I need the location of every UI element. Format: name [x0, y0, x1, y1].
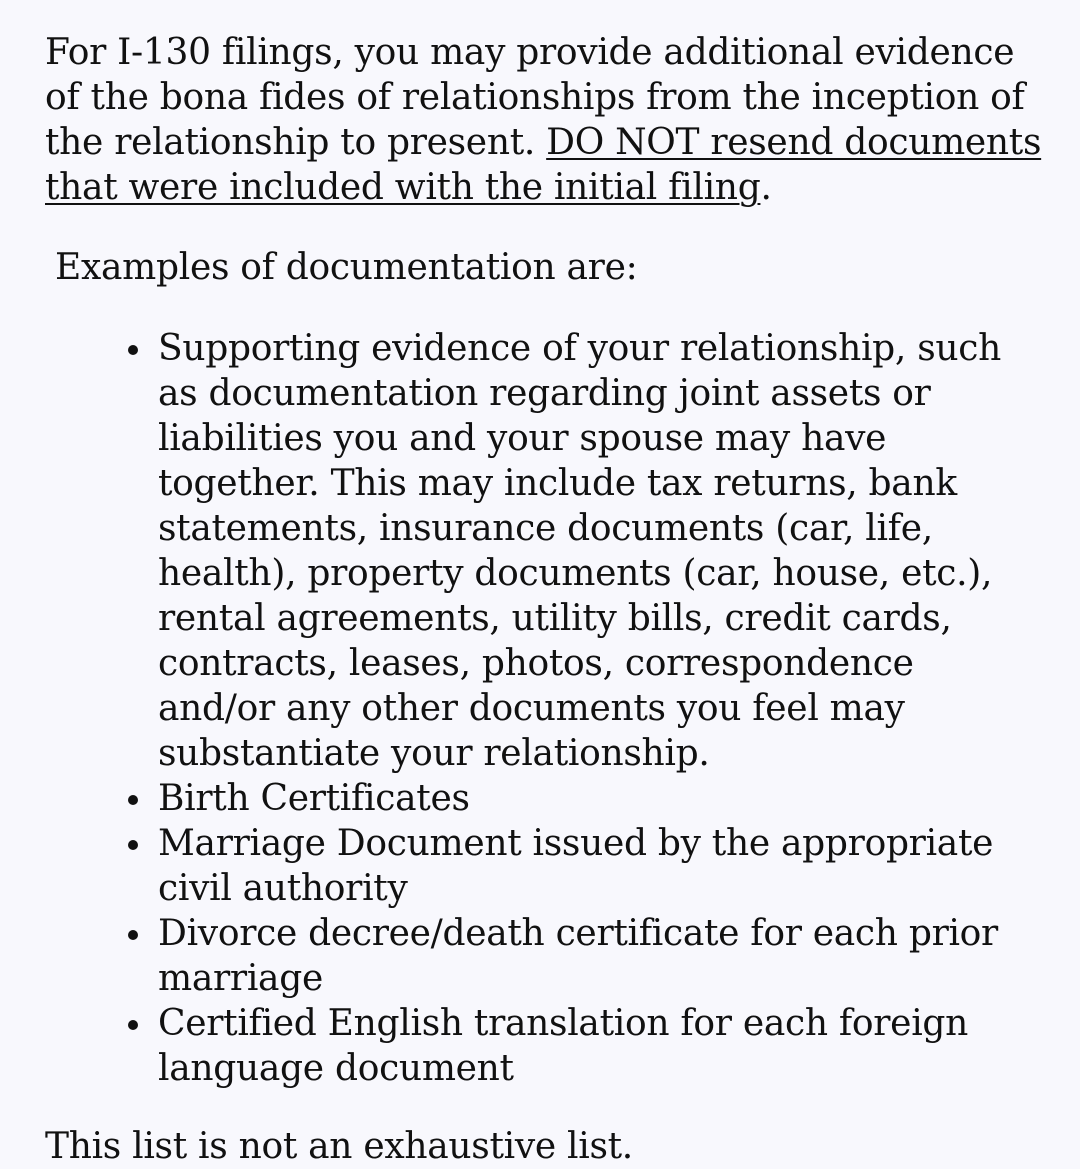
- intro-text: For I-130 filings, you may provide additional evidence of the bona fides of relationships from the inception of the relationship to present.: [45, 32, 1025, 163]
- list-item: [158, 821, 1038, 911]
- bullet-icon: [128, 930, 138, 940]
- list-item-text: Certified English translation for each foreign language document: [158, 1003, 969, 1089]
- bullet-icon: [128, 840, 138, 850]
- footer-note: This list is not an exhaustive list.: [45, 1126, 633, 1167]
- list-item-text: Divorce decree/death certificate for each prior marriage: [158, 913, 998, 999]
- list-item: [158, 776, 1038, 821]
- list-item: [158, 911, 1038, 1001]
- documentation-list: [158, 326, 1038, 1091]
- list-item: [158, 326, 1038, 776]
- intro-period: .: [760, 167, 772, 208]
- do-not-resend-notice: DO NOT resend documents that were included with the initial filing: [45, 122, 1042, 208]
- list-item-text: Birth Certificates: [158, 778, 470, 819]
- bullet-icon: [128, 795, 138, 805]
- list-item: [158, 1001, 1038, 1091]
- bullet-icon: [128, 345, 138, 355]
- list-item-text: Marriage Document issued by the appropriate civil authority: [158, 823, 994, 909]
- intro-paragraph: [45, 30, 1055, 210]
- bullet-icon: [128, 1020, 138, 1030]
- examples-heading: Examples of documentation are:: [55, 247, 638, 288]
- list-item-text: Supporting evidence of your relationship, such as documentation regarding joint assets or liabilities you and your spouse may have together. This may include tax returns, bank statements, insurance documents (car, life, health), property documents (car, house, etc.), rental agreements, utility bills, credit cards, contracts, leases, photos, correspondence and/or any other documents you feel may substantiate your relationship.: [158, 328, 1002, 774]
